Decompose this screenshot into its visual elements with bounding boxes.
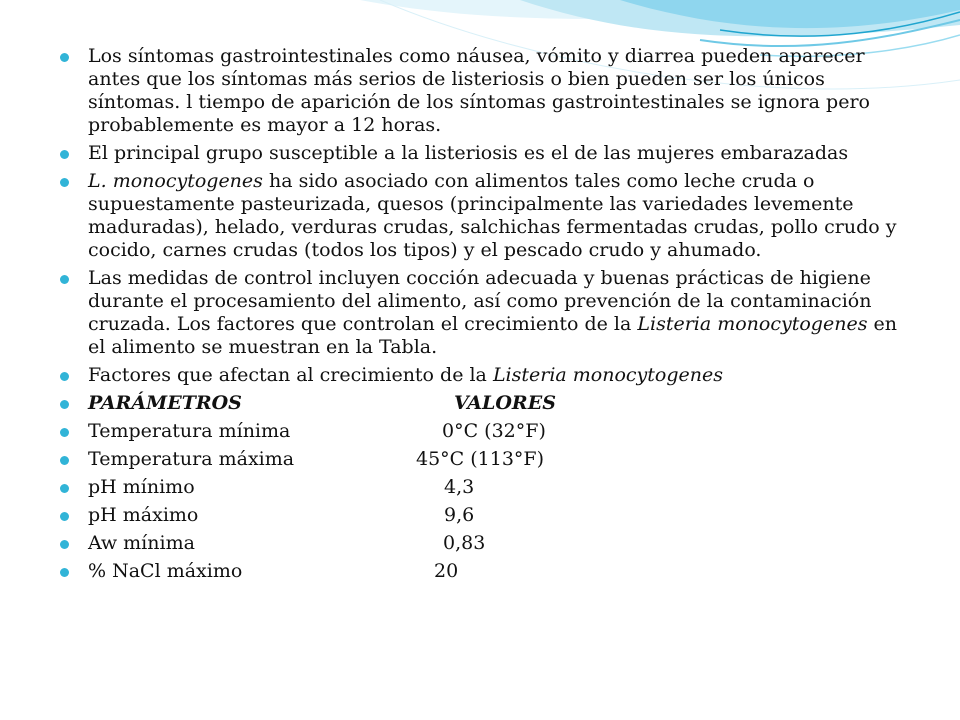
bullet-dot-icon <box>60 512 69 521</box>
parameter-name: % NaCl máximo <box>88 560 243 582</box>
species-name: Listeria monocytogenes <box>492 364 724 386</box>
paragraph-text: El principal grupo susceptible a la listeriosis es el de las mujeres embarazadas <box>88 142 849 164</box>
table-row-temp-max <box>58 448 918 471</box>
bullet-dot-icon <box>60 484 69 493</box>
bullet-dot-icon <box>60 53 69 62</box>
parameter-value: 0°C (32°F) <box>442 420 546 442</box>
bullet-dot-icon <box>60 178 69 187</box>
bullet-associated-foods <box>58 170 918 262</box>
table-header-row <box>58 392 918 415</box>
parameter-name: pH máximo <box>88 504 199 526</box>
header-parameters: PARÁMETROS <box>88 392 242 414</box>
species-name: L. monocytogenes <box>88 170 263 192</box>
table-row-temp-min <box>58 420 918 443</box>
table-row-ph-max <box>58 504 918 527</box>
parameter-name: Temperatura mínima <box>88 420 291 442</box>
bullet-dot-icon <box>60 150 69 159</box>
parameter-value: 9,6 <box>444 504 475 526</box>
bullet-table-title <box>58 364 918 387</box>
parameter-value: 4,3 <box>444 476 475 498</box>
table-row-nacl-max <box>58 560 918 583</box>
bullet-list <box>58 45 918 583</box>
bullet-control-measures <box>58 267 918 359</box>
bullet-dot-icon <box>60 400 69 409</box>
bullet-dot-icon <box>60 568 69 577</box>
slide-content <box>58 45 918 588</box>
parameter-name: Aw mínima <box>88 532 195 554</box>
paragraph-text: Las medidas de control incluyen cocción adecuada y buenas prácticas de higiene durante el procesamiento del alimento, así como prevención de la contaminación cruzada. Los factores que controlan el crecimiento de la <box>88 267 872 335</box>
bullet-dot-icon <box>60 428 69 437</box>
bullet-susceptible-group <box>58 142 918 165</box>
bullet-gastro-symptoms <box>58 45 918 137</box>
paragraph-text: Factores que afectan al crecimiento de la <box>88 364 493 386</box>
header-values: VALORES <box>454 392 556 414</box>
parameter-value: 0,83 <box>443 532 486 554</box>
table-row-ph-min <box>58 476 918 499</box>
bullet-dot-icon <box>60 456 69 465</box>
bullet-dot-icon <box>60 372 69 381</box>
bullet-dot-icon <box>60 275 69 284</box>
paragraph-text: ha sido asociado con alimentos tales como leche cruda o supuestamente pasteurizada, quesos (principalmente las variedades levemente maduradas), helado, verduras crudas, salchichas fermentadas crudas, pollo crudo y cocido, carnes crudas (todos los tipos) y el pescado crudo y ahumado. <box>88 170 897 261</box>
parameter-value: 20 <box>434 560 459 582</box>
paragraph-text: en el alimento se muestran en la Tabla. <box>88 313 897 358</box>
parameter-value: 45°C (113°F) <box>416 448 545 470</box>
paragraph-text: Los síntomas gastrointestinales como náusea, vómito y diarrea pueden aparecer antes que los síntomas más serios de listeriosis o bien pueden ser los únicos síntomas. l tiempo de aparición de los síntomas gastrointestinales se ignora pero probablemente es mayor a 12 horas. <box>88 45 870 136</box>
bullet-dot-icon <box>60 540 69 549</box>
parameter-name: Temperatura máxima <box>88 448 295 470</box>
table-row-aw-min <box>58 532 918 555</box>
parameter-name: pH mínimo <box>88 476 195 498</box>
species-name: Listeria monocytogenes <box>637 313 868 335</box>
